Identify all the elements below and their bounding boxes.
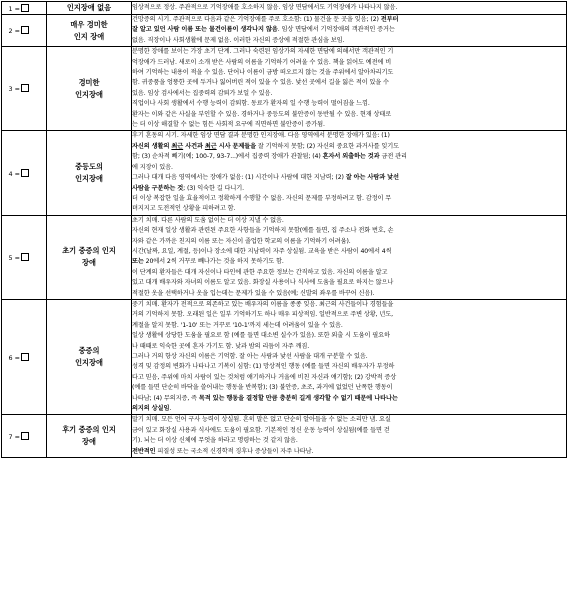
description-text: 성격 및 감정의 변화가 나타나고 기복이 심함: (1) 망상적인 행동 (예를 들면 자신의 배우자가 부정하 bbox=[132, 363, 395, 371]
description-text: 는 더 이상 해결할 수 없는 힘든 사회적 요구에 직면하면 불안증이 증가됨. bbox=[132, 121, 325, 129]
stage-description-line bbox=[132, 25, 566, 35]
stage-description-cell bbox=[132, 215, 567, 299]
emphasized-text: 사건과 bbox=[183, 142, 205, 150]
stage-description-line bbox=[132, 415, 566, 425]
stage-description-line bbox=[132, 342, 566, 352]
stage-description-line bbox=[132, 404, 566, 414]
description-text: 나타남; (4) 무의지증, 즉 bbox=[132, 394, 199, 402]
stage-description-cell bbox=[132, 415, 567, 458]
stage-checkbox[interactable] bbox=[21, 169, 29, 177]
description-text: ; (3) 익숙한 길 다니기. bbox=[183, 184, 245, 192]
emphasized-text: 목적 있는 행동을 결정할 만큼 충분히 길게 생각할 수 없기 때문에 나타나는 bbox=[198, 394, 398, 402]
stage-row bbox=[2, 299, 567, 414]
stage-description-cell bbox=[132, 299, 567, 414]
stage-number: 3 = bbox=[8, 85, 20, 94]
description-text: 있음. 임상 검사에서는 집중력의 감퇴가 보일 수 있음. bbox=[132, 89, 273, 97]
stage-name-line: 초기 중증의 인지 bbox=[62, 246, 116, 256]
stage-number-cell bbox=[2, 47, 47, 131]
gds-stage-table bbox=[1, 1, 567, 458]
description-text: 더 이상 복잡한 일을 효율적이고 정확하게 수행할 수 없음. 자신의 문제를 부정하려고 함. 감정이 무 bbox=[132, 194, 392, 202]
emphasized-text: 또는 bbox=[132, 258, 144, 266]
stage-description-cell bbox=[132, 2, 567, 15]
stage-description-line bbox=[132, 426, 566, 436]
description-text: 20에서 2씩 거꾸로 빼나가는 것을 하지 못하기도 함. bbox=[143, 258, 284, 266]
stage-number: 1 = bbox=[8, 4, 20, 13]
description-text: 없음. 직장이나 사회생활에 문제 없음. 이러한 자신의 증상에 적절한 관심을 보임. bbox=[132, 36, 345, 44]
description-text: 함. 귀중품을 엉뚱한 곳에 두거나 잃어버린 적이 있을 수 있음. 낯선 곳에서 길을 잃은 적이 있을 수 bbox=[132, 79, 389, 87]
description-text: 시간(날짜, 요일, 계절, 등)이나 장소에 대한 지남력이 자주 상실됨. 교육을 받은 사람이 40에서 4씩 bbox=[132, 247, 392, 255]
stage-description-line bbox=[132, 216, 566, 226]
stage-description-line bbox=[132, 373, 566, 383]
stage-description-line bbox=[132, 321, 566, 331]
stage-description-line bbox=[132, 89, 566, 99]
stage-description-line bbox=[132, 436, 566, 446]
description-text: 자신의 현재 일상 생활과 관련된 주요한 사항들을 기억하지 못함(예를 들면, 집 주소나 전화 번호, 손 bbox=[132, 227, 394, 235]
stage-description-line bbox=[132, 184, 566, 194]
stage-description-line bbox=[132, 331, 566, 341]
stage-description-line bbox=[132, 47, 566, 57]
stage-description-line bbox=[132, 237, 566, 247]
description-text: 함; (3) 순차적 빼기(예; 100-7, 93-7...)에서 집중력 장애가 관찰됨; (4) bbox=[132, 153, 323, 161]
stage-description-line bbox=[132, 394, 566, 404]
stage-description-line bbox=[132, 58, 566, 68]
stage-description-line bbox=[132, 3, 566, 13]
stage-checkbox[interactable] bbox=[21, 432, 29, 440]
description-text: 그러나 거의 항상 자신의 이름은 기억함. 잘 아는 사람과 낯선 사람을 대개 구분할 수 있음. bbox=[132, 353, 368, 360]
stage-description-line bbox=[132, 204, 566, 214]
stage-description-cell bbox=[132, 15, 567, 47]
stage-description-line bbox=[132, 383, 566, 393]
stage-description-line bbox=[132, 247, 566, 257]
emphasized-text: 의지의 상실임 bbox=[132, 405, 170, 413]
stage-name-line: 매우 경미한 bbox=[70, 19, 108, 29]
stage-description-line bbox=[132, 120, 566, 130]
stage-number: 6 = bbox=[8, 353, 20, 362]
description-text: 후기 혼동의 시기. 자세한 임상 면담 결과 분명한 인지장애. 다음 영역에서 분명한 장애가 있음: (1) bbox=[132, 132, 390, 140]
stage-number: 7 = bbox=[8, 432, 20, 441]
stage-number-cell bbox=[2, 415, 47, 458]
description-text: 말기 치매. 모든 언어 구사 능력이 상실됨. 흔히 말은 없고 단순히 알아들을 수 없는 소리만 냄. 요실 bbox=[132, 416, 391, 424]
description-text: 중기 치매. 환자가 전적으로 의존하고 있는 배우자의 이름을 종종 잊음. 최근의 사건들이나 경험들을 bbox=[132, 300, 394, 308]
stage-description-line bbox=[132, 310, 566, 320]
stage-number: 2 = bbox=[8, 27, 20, 36]
stage-name-cell bbox=[47, 2, 132, 15]
description-text: 건망증의 시기. 주관적으로 다음과 같은 기억장애를 주로 호소함: (1) 물건을 둔 곳을 잊음; (2) bbox=[132, 16, 381, 23]
stage-row bbox=[2, 215, 567, 299]
stage-description-cell bbox=[132, 131, 567, 215]
stage-description-line bbox=[132, 131, 566, 141]
description-text: 피질성 또는 국소적 신경학적 징후나 증상들이 자주 나타남. bbox=[155, 447, 314, 455]
stage-row bbox=[2, 15, 567, 47]
description-text: 뎌지지고 도전적인 상황을 피하려고 함. bbox=[132, 205, 236, 213]
emphasized-text: 전부터 bbox=[380, 16, 399, 23]
stage-description-line bbox=[132, 194, 566, 204]
stage-description-line bbox=[132, 163, 566, 173]
description-text: 환자는 이와 같은 사실을 부인할 수 있음. 경하거나 중등도의 불안증이 동반될 수 있음. 현재 상태로 bbox=[132, 110, 392, 118]
stage-name-cell bbox=[47, 15, 132, 47]
description-text: 다고 믿음, 주위에 마치 사람이 있는 것처럼 얘기하거나 거울에 비친 자신과 얘기함); (2) 강박적 증상 bbox=[132, 373, 397, 381]
emphasized-text: 최근 bbox=[171, 142, 184, 150]
stage-name-line: 인지장애 bbox=[75, 358, 103, 368]
stage-checkbox[interactable] bbox=[21, 4, 29, 12]
stage-number-cell bbox=[2, 131, 47, 215]
stage-description-line bbox=[132, 352, 566, 362]
description-text: 초기 치매. 다른 사람의 도움 없이는 더 이상 지낼 수 없음. bbox=[132, 216, 284, 224]
stage-name-line: 인지장애 bbox=[75, 89, 103, 99]
stage-row bbox=[2, 415, 567, 458]
stage-row bbox=[2, 2, 567, 15]
emphasized-text: 최근 bbox=[204, 142, 217, 150]
stage-name-line: 경미한 bbox=[78, 77, 100, 87]
stage-number-cell bbox=[2, 2, 47, 15]
stage-description-line bbox=[132, 36, 566, 46]
emphasized-text: 사람을 구분하는 것 bbox=[132, 184, 184, 192]
stage-description-line bbox=[132, 447, 566, 457]
stage-description-line bbox=[132, 257, 566, 267]
description-text: 나 때때로 익숙한 곳에 혼자 가기도 함. 낮과 밤의 리듬이 자주 깨짐. bbox=[132, 342, 310, 350]
stage-name-cell bbox=[47, 415, 132, 458]
stage-description-line bbox=[132, 78, 566, 88]
stage-name-cell bbox=[47, 299, 132, 414]
stage-number-cell bbox=[2, 215, 47, 299]
stage-name-line: 장애 bbox=[82, 437, 96, 447]
description-text: 임상적으로 정상. 주관적으로 기억장애를 호소하지 않음. 임상 면담에서도 기억장애가 나타나지 않음. bbox=[132, 3, 398, 11]
stage-name-line: 인지장애 없음 bbox=[66, 3, 112, 12]
stage-checkbox[interactable] bbox=[21, 84, 29, 92]
description-text: . 임상 면담에서 기억장애의 객관적인 증거는 bbox=[277, 26, 395, 34]
stage-name-line: 장애 bbox=[82, 258, 96, 268]
stage-name-line: 인지장애 bbox=[75, 174, 103, 184]
stage-name-cell bbox=[47, 131, 132, 215]
description-text: 기). 뇌는 더 이상 신체에 무엇을 하라고 명령하는 것 같지 않음. bbox=[132, 437, 298, 445]
description-text: 적절한 옷을 선택하거나 옷을 입는데는 문제가 있을 수 있음(예; 신발의 좌우를 바꾸어 신음). bbox=[132, 289, 375, 297]
emphasized-text: 전반적인 bbox=[132, 447, 156, 455]
description-text: 그러나 대개 다음 영역에서는 장애가 없음: (1) 시간이나 사람에 대한 지남력; (2) bbox=[132, 174, 346, 182]
description-text: 자와 같은 가까운 친지의 이름 또는 자신이 졸업한 학교의 이름을 기억하기 어려움). bbox=[132, 237, 351, 245]
description-text: 직업이나 사회 생활에서 수행 능력이 감퇴함. 동료가 환자의 일 수행 능력이 떨어짐을 느낌. bbox=[132, 100, 370, 108]
stage-description-line bbox=[132, 152, 566, 162]
description-text: 억장애가 드러남. 새로이 소개 받은 사람의 이름을 기억하기 어려울 수 있음. 책을 읽어도 예전에 비 bbox=[132, 58, 392, 66]
stage-row bbox=[2, 131, 567, 215]
stage-number-cell bbox=[2, 15, 47, 47]
description-text: 계절을 알지 못함. '1-10' 또는 거꾸로 '10-1'까지 세는데 어려움이 있을 수 있음. bbox=[132, 321, 343, 329]
stage-description-line bbox=[132, 173, 566, 183]
stage-description-line bbox=[132, 268, 566, 278]
stage-name-line: 후기 중증의 인지 bbox=[62, 425, 116, 435]
stage-number: 5 = bbox=[8, 253, 20, 262]
gds-stage-table-body bbox=[2, 2, 567, 458]
stage-description-line bbox=[132, 110, 566, 120]
stage-description-line bbox=[132, 289, 566, 299]
stage-number: 4 = bbox=[8, 169, 20, 178]
description-text: 금전 관리 bbox=[379, 153, 407, 161]
stage-checkbox[interactable] bbox=[21, 253, 29, 261]
stage-row bbox=[2, 47, 567, 131]
description-text: . bbox=[169, 405, 172, 413]
stage-name-line: 중증의 bbox=[78, 346, 100, 356]
stage-description-line bbox=[132, 68, 566, 78]
stage-name-line: 중등도의 bbox=[75, 162, 103, 172]
description-text: 거의 기억하지 못함. 오래된 일은 일부 기억하기도 하나 매우 피상적임. 일반적으로 주변 상황, 년도, bbox=[132, 311, 393, 319]
stage-description-line bbox=[132, 362, 566, 372]
description-text: 이 단계의 환자들은 대개 자신이나 타인에 관한 주요한 정보는 간직하고 있음. 자신의 이름을 알고 bbox=[132, 268, 388, 276]
description-text: 에 지장이 있음. bbox=[132, 163, 173, 171]
description-text: 하여 기억하는 내용이 적을 수 있음. 단어나 이름이 금방 떠오르지 않는 것을 주위에서 알아차리기도 bbox=[132, 69, 394, 77]
description-text: 분명한 장애를 보이는 가장 초기 단계. 그러나 숙련된 임상가의 자세한 면담에 의해서만 객관적인 기 bbox=[132, 48, 394, 56]
stage-description-line bbox=[132, 99, 566, 109]
emphasized-text: 잘 알고 있던 사람 이름 또는 물건이름이 생각나지 않음 bbox=[132, 26, 278, 34]
stage-description-line bbox=[132, 15, 566, 25]
stage-name-cell bbox=[47, 47, 132, 131]
stage-checkbox[interactable] bbox=[21, 26, 29, 34]
stage-description-cell bbox=[132, 47, 567, 131]
stage-description-line bbox=[132, 300, 566, 310]
stage-description-line bbox=[132, 226, 566, 236]
emphasized-text: 자신의 생활의 bbox=[132, 142, 172, 150]
stage-description-line bbox=[132, 278, 566, 288]
stage-checkbox[interactable] bbox=[21, 353, 29, 361]
description-text: 있고 대개 배우자와 자녀의 이름도 알고 있음. 화장실 사용이나 식사에 도움을 필요로 하지는 않으나 bbox=[132, 279, 394, 287]
description-text: 금이 있고 화장실 사용과 식사에도 도움이 필요함. 기본적인 정신 운동 능력이 상실됨(예를 들면 걷 bbox=[132, 426, 390, 434]
stage-description-line bbox=[132, 142, 566, 152]
emphasized-text: 잘 아는 사람과 낯선 bbox=[345, 174, 399, 182]
emphasized-text: 시사 문제들을 bbox=[216, 142, 257, 150]
description-text: 잘 기억하지 못함; (2) 자신의 중요한 과거사를 잊기도 bbox=[256, 142, 399, 150]
stage-name-line: 인지 장애 bbox=[73, 31, 105, 41]
description-text: 일상 생활에 상당한 도움을 필요로 함 (예를 들면 대소변 실수가 있음). 또한 외출 시 도움이 필요하 bbox=[132, 332, 390, 340]
stage-name-cell bbox=[47, 215, 132, 299]
description-text: (예를 들면 단순히 바닥을 쓸어내는 행동을 반복함); (3) 불안증, 초조, 과거에 없었던 난폭한 행동이 bbox=[132, 384, 393, 392]
stage-number-cell bbox=[2, 299, 47, 414]
emphasized-text: 혼자서 외출하는 것과 bbox=[322, 153, 380, 161]
